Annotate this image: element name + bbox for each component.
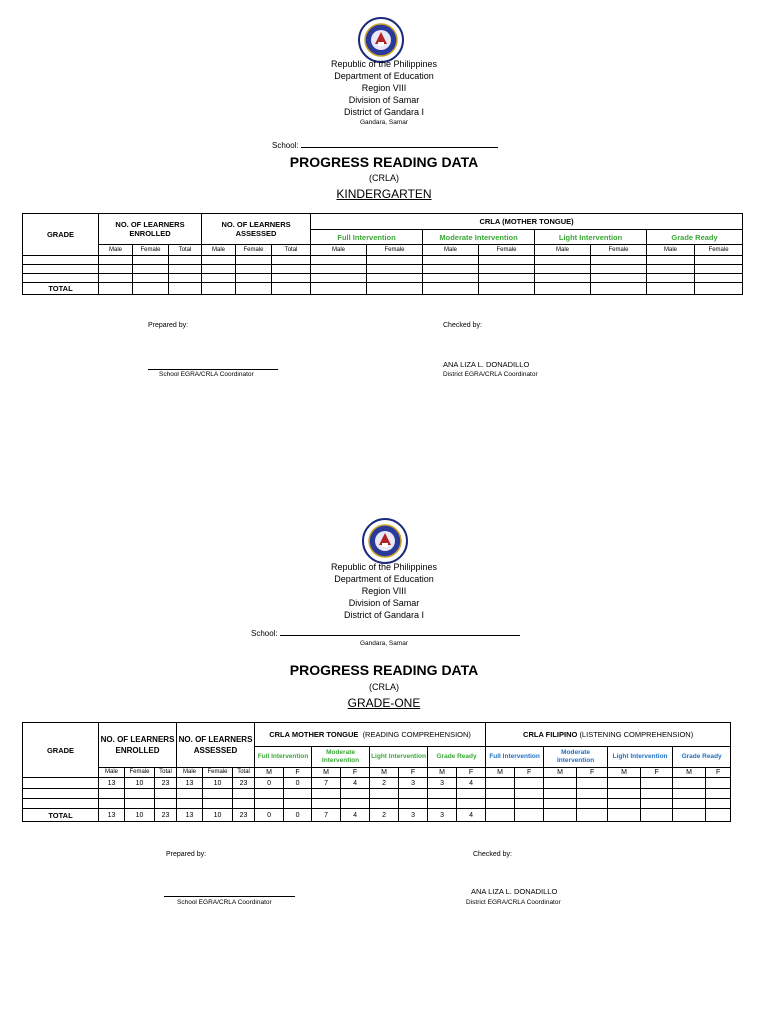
header-line: Department of Education (334, 574, 434, 584)
fil-full-intervention-header: Full Intervention (486, 747, 544, 768)
table-row (23, 778, 768, 789)
table-cell: 10 (125, 778, 155, 789)
fil-title: CRLA FILIPINO (523, 730, 578, 739)
header-line: Republic of the Philippines (330, 59, 438, 69)
table-cell: 2 (370, 778, 399, 789)
female-col: Female (125, 768, 155, 778)
table-cell: 4 (341, 778, 370, 789)
enrolled-header: NO. OF LEARNERS ENROLLED (99, 723, 177, 768)
prepared-role: School EGRA/CRLA Coordinator (159, 371, 254, 378)
table-cell: 0 (284, 778, 312, 789)
place-label: Gandara, Samar (359, 119, 409, 126)
table-cell: 23 (155, 809, 177, 822)
table-cell: 4 (457, 778, 486, 789)
table-cell: 13 (177, 778, 203, 789)
mother-tongue-header (255, 723, 486, 747)
grade-ready-header: Grade Ready (647, 230, 743, 245)
table-cell: 3 (399, 778, 428, 789)
table-cell: 4 (457, 809, 486, 822)
male-col: Male (535, 245, 591, 256)
table-row (23, 789, 768, 799)
f-col: F (515, 768, 544, 778)
full-intervention-header: Full Intervention (255, 747, 312, 768)
f-col: F (641, 768, 673, 778)
deped-seal-icon (362, 518, 408, 564)
enrolled-header: NO. OF LEARNERS ENROLLED (99, 214, 202, 245)
table-cell: 4 (341, 809, 370, 822)
table-cell: 23 (233, 809, 255, 822)
table-cell: 3 (428, 809, 457, 822)
male-col: Male (311, 245, 367, 256)
f-col: F (577, 768, 608, 778)
grade-ready-header: Grade Ready (428, 747, 486, 768)
female-col: Female (367, 245, 423, 256)
header-line: Republic of the Philippines (330, 562, 438, 572)
fil-light-intervention-header: Light Intervention (608, 747, 673, 768)
f-col: F (284, 768, 312, 778)
table-row (23, 265, 743, 274)
female-col: Female (236, 245, 272, 256)
checker-name: ANA LIZA L. DONADILLO (471, 887, 558, 896)
header-line: Division of Samar (348, 95, 420, 105)
header-line: Department of Education (334, 71, 434, 81)
male-col: Male (177, 768, 203, 778)
checker-name: ANA LIZA L. DONADILLO (443, 360, 530, 369)
m-col: M (255, 768, 284, 778)
f-col: F (399, 768, 428, 778)
table-cell: 10 (203, 778, 233, 789)
male-col: Male (202, 245, 236, 256)
fil-grade-ready-header: Grade Ready (673, 747, 731, 768)
school-input-line[interactable] (301, 140, 498, 148)
f-col: F (457, 768, 486, 778)
female-col: Female (695, 245, 743, 256)
header-line: District of Gandara I (343, 107, 425, 117)
moderate-intervention-header: Moderate Intervention (312, 747, 370, 768)
school-input-line[interactable] (280, 628, 520, 636)
level-heading: KINDERGARTEN (336, 187, 432, 201)
prepared-by-label: Prepared by: (166, 851, 207, 858)
signature-line (164, 896, 295, 897)
male-col: Male (99, 768, 125, 778)
light-intervention-header: Light Intervention (535, 230, 647, 245)
header-line: Region VIII (361, 83, 407, 93)
prepared-by-label: Prepared by: (148, 322, 189, 329)
m-col: M (486, 768, 515, 778)
school-field[interactable] (251, 628, 520, 638)
total-row (23, 809, 768, 822)
checked-by-label: Checked by: (443, 322, 482, 329)
table-cell: 0 (284, 809, 312, 822)
m-col: M (673, 768, 706, 778)
table-cell: 0 (255, 809, 284, 822)
fil-subtitle: (LISTENING COMPREHENSION) (579, 730, 694, 739)
m-col: M (312, 768, 341, 778)
filipino-header (486, 723, 731, 747)
assessed-header: NO. OF LEARNERS ASSESSED (177, 723, 255, 768)
level-heading: GRADE-ONE (347, 696, 421, 710)
table-cell: 2 (370, 809, 399, 822)
table-row (23, 274, 743, 283)
female-col: Female (203, 768, 233, 778)
total-col: Total (272, 245, 311, 256)
male-col: Male (647, 245, 695, 256)
table-cell: 0 (255, 778, 284, 789)
female-col: Female (479, 245, 535, 256)
table-cell: 13 (177, 809, 203, 822)
mother-tongue-header: CRLA (MOTHER TONGUE) (311, 214, 743, 230)
kinder-data-table (22, 213, 743, 295)
school-label: School: (272, 141, 301, 150)
school-label: School: (251, 629, 280, 638)
f-col: F (706, 768, 731, 778)
total-col: Total (169, 245, 202, 256)
m-col: M (428, 768, 457, 778)
total-row-label: TOTAL (23, 809, 99, 822)
m-col: M (608, 768, 641, 778)
m-col: M (370, 768, 399, 778)
checker-role: District EGRA/CRLA Coordinator (443, 371, 538, 378)
grade-header: GRADE (23, 214, 99, 256)
m-col: M (544, 768, 577, 778)
total-row-label: TOTAL (23, 283, 99, 295)
full-intervention-header: Full Intervention (311, 230, 423, 245)
mt-subtitle: (READING COMPREHENSION) (362, 730, 471, 739)
light-intervention-header: Light Intervention (370, 747, 428, 768)
place-label: Gandara, Samar (359, 640, 409, 647)
total-col: Total (155, 768, 177, 778)
table-cell: 7 (312, 809, 341, 822)
female-col: Female (133, 245, 169, 256)
table-row (23, 799, 768, 809)
school-field[interactable] (272, 140, 498, 150)
total-col: Total (233, 768, 255, 778)
table-row (23, 256, 743, 265)
assessed-header: NO. OF LEARNERS ASSESSED (202, 214, 311, 245)
male-col: Male (423, 245, 479, 256)
table-cell: 13 (99, 778, 125, 789)
table-cell: 23 (233, 778, 255, 789)
page-subtitle: (CRLA) (368, 173, 399, 183)
table-cell: 10 (203, 809, 233, 822)
f-col: F (341, 768, 370, 778)
grade-header: GRADE (23, 723, 99, 778)
header-line: District of Gandara I (343, 610, 425, 620)
header-line: Region VIII (361, 586, 407, 596)
fil-moderate-intervention-header: Moderate Intervention (544, 747, 608, 768)
table-cell: 10 (125, 809, 155, 822)
checked-by-label: Checked by: (473, 851, 512, 858)
table-cell: 3 (428, 778, 457, 789)
mt-title: CRLA MOTHER TONGUE (269, 730, 359, 739)
table-cell: 7 (312, 778, 341, 789)
table-cell: 23 (155, 778, 177, 789)
page-title: PROGRESS READING DATA (289, 662, 479, 678)
table-cell: 3 (399, 809, 428, 822)
prepared-role: School EGRA/CRLA Coordinator (177, 899, 272, 906)
grade-one-data-table (22, 722, 768, 822)
header-line: Division of Samar (348, 598, 420, 608)
table-cell: 13 (99, 809, 125, 822)
deped-seal-icon (358, 17, 404, 63)
page-title: PROGRESS READING DATA (289, 154, 479, 170)
male-col: Male (99, 245, 133, 256)
moderate-intervention-header: Moderate Intervention (423, 230, 535, 245)
signature-line (148, 369, 278, 370)
total-row (23, 283, 743, 295)
page-subtitle: (CRLA) (368, 682, 399, 692)
checker-role: District EGRA/CRLA Coordinator (466, 899, 561, 906)
female-col: Female (591, 245, 647, 256)
